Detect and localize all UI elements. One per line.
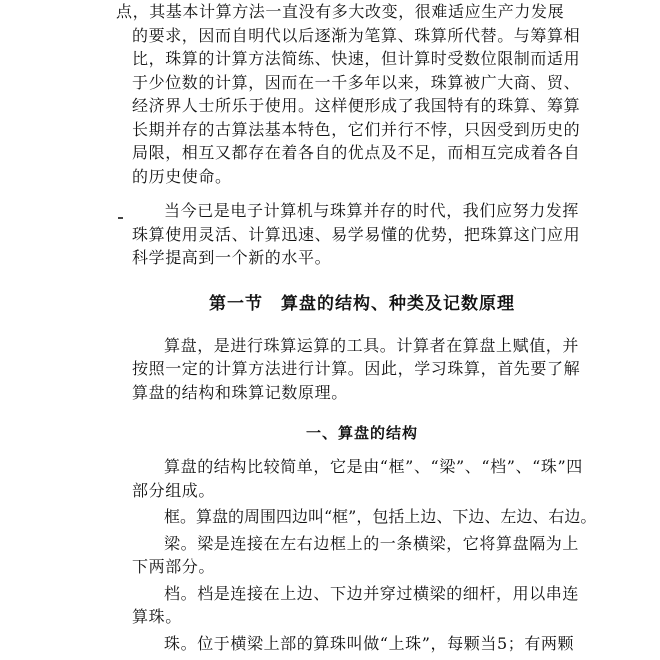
- text-column: [116, 0, 597, 655]
- structure-intro-paragraph: [132, 455, 592, 502]
- text-line: 按照一定的计算方法进行计算。因此，学习珠算，首先要了解: [132, 359, 581, 378]
- text-line: 点，其基本计算方法一直没有多大改变，很难适应生产力发展: [116, 2, 565, 21]
- text-line: 算盘的结构比较简单，它是由“框”、“梁”、“档”、“珠”四: [164, 457, 583, 476]
- section-intro-paragraph: [132, 334, 592, 405]
- text-line: 珠算使用灵活、计算迅速、易学易懂的优势，把珠算这门应用: [132, 224, 581, 244]
- text-line: 科学提高到一个新的水平。: [132, 248, 332, 267]
- bead-paragraph: [132, 632, 592, 656]
- text-line: 档。档是连接在上边、下边并穿过横梁的细杆，用以串连: [164, 583, 580, 603]
- beam-paragraph: [132, 532, 592, 579]
- text-line: 比，珠算的计算方法简练、快速，但计算时受数位限制而适用: [132, 49, 581, 68]
- text-line: 框。算盘的周围四边叫“框”，包括上边、下边、左边、右边。: [164, 507, 597, 526]
- text-line: 算珠。: [132, 607, 182, 626]
- text-line: 下两部分。: [132, 557, 216, 576]
- text-line: 的要求，因而自明代以后逐渐为笔算、珠算所代替。与筹算相: [132, 25, 581, 45]
- text-line: 部分组成。: [132, 480, 216, 500]
- text-line: 局限，相互又都存在着各自的优点及不足，而相互完成着各自: [132, 143, 581, 162]
- text-line: 经济界人士所乐于使用。这样便形成了我国特有的珠算、筹算: [132, 96, 581, 115]
- section-title: 第一节 算盘的结构、种类及记数原理: [209, 293, 515, 314]
- text-line: 珠。位于横梁上部的算珠叫做“上珠”，每颗当5；有两颗: [164, 633, 575, 653]
- today-paragraph: [132, 199, 592, 270]
- text-line: 的历史使命。: [132, 166, 232, 186]
- text-line: 梁。梁是连接在左右边框上的一条横梁，它将算盘隔为上: [164, 533, 580, 553]
- text-line: 当今已是电子计算机与珠算并存的时代，我们应努力发挥: [164, 201, 580, 220]
- text-line: 算盘的结构和珠算记数原理。: [132, 382, 348, 402]
- frame-paragraph: [132, 505, 597, 529]
- subsection-title: 一、算盘的结构: [305, 424, 418, 442]
- text-line: 于少位数的计算，因而在一千多年以来，珠算被广大商、贸、: [132, 72, 581, 92]
- margin-mark: [118, 217, 123, 219]
- rod-paragraph: [132, 582, 592, 629]
- text-line: 算盘，是进行珠算运算的工具。计算者在算盘上赋值，并: [164, 335, 580, 355]
- text-line: 长期并存的古算法基本特色，它们并行不悖，只因受到历史的: [132, 119, 581, 139]
- intro-paragraph: [116, 0, 592, 188]
